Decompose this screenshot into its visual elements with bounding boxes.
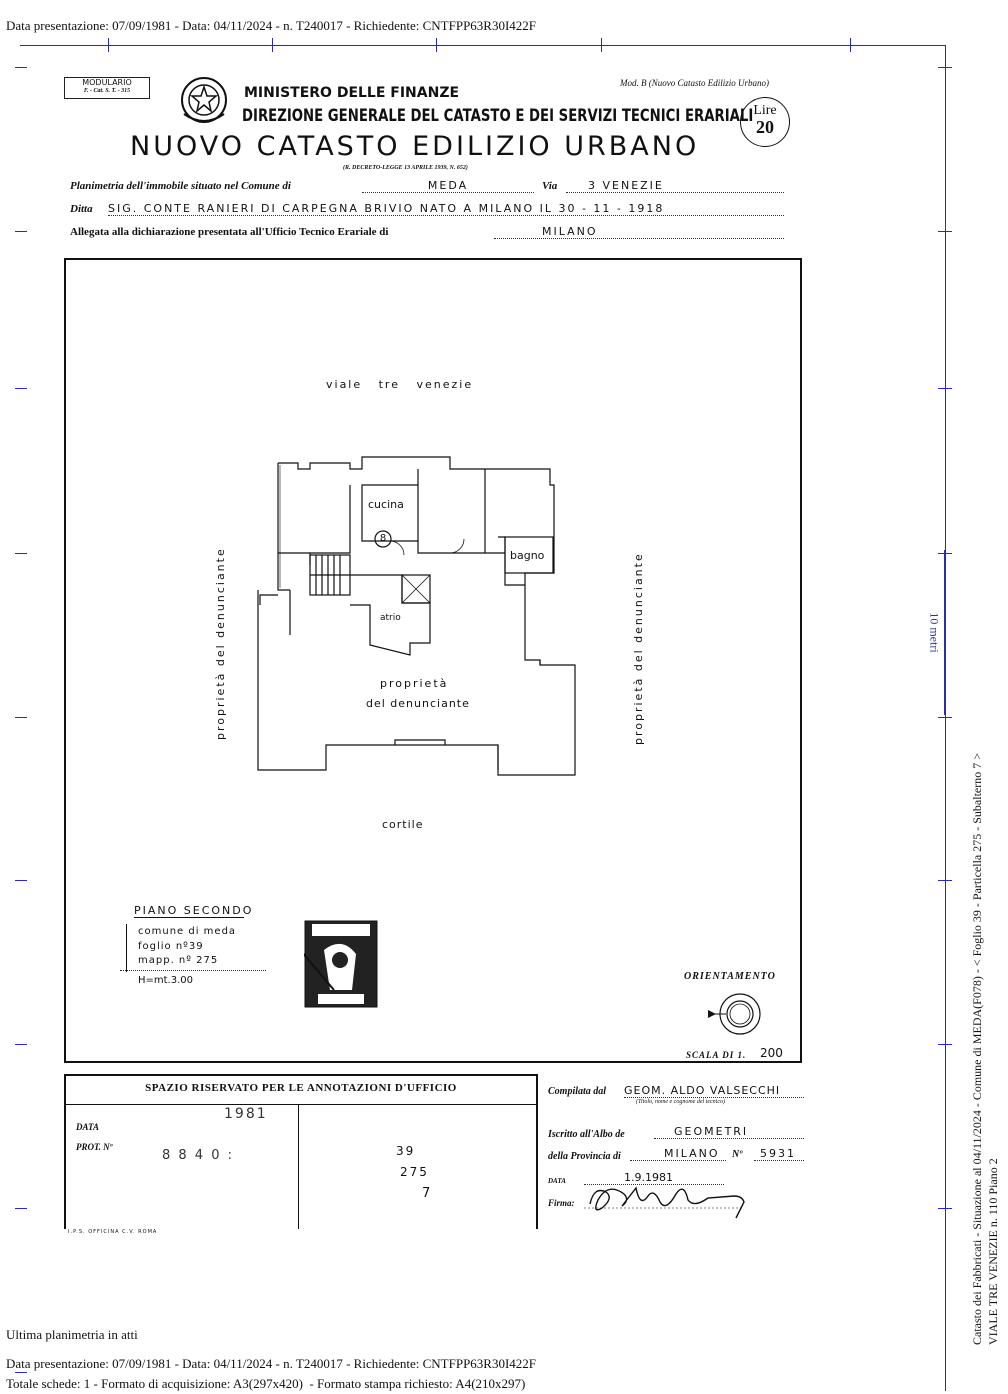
- scale-bar: [944, 550, 945, 715]
- lire-value: 20: [756, 117, 774, 137]
- side-text-2: VIALE TRE VENEZIE n. 110 Piano 2: [986, 1158, 1000, 1345]
- albo-value: GEOMETRI: [654, 1125, 804, 1139]
- sign-date-value: 1.9.1981: [584, 1171, 724, 1185]
- modulario-label: MODULARIO: [82, 78, 132, 87]
- compiled-value: GEOM. ALDO VALSECCHI: [624, 1084, 804, 1098]
- footer-line2: Totale schede: 1 - Formato di acquisizione: A3(297x420) - Formato stampa richiesto: A4(210x297): [6, 1376, 526, 1391]
- mod-reference: Mod. B (Nuovo Catasto Edilizio Urbano): [620, 78, 769, 88]
- footer-line1: Data presentazione: 07/09/1981 - Data: 04/11/2024 - n. T240017 - Richiedente: CNTFPP63R30I422F: [6, 1356, 537, 1371]
- center-property: proprietà: [380, 677, 449, 690]
- cartouche-rule: [126, 924, 127, 972]
- orientation-label: ORIENTAMENTO: [684, 971, 776, 982]
- office-title-rule: [64, 1104, 538, 1105]
- office-divider: [298, 1104, 299, 1229]
- printer-mark: I.P.S. OFFICINA C.V. ROMA: [68, 1229, 158, 1235]
- center-property-2: del denunciante: [366, 697, 470, 710]
- lire-label: Lire: [753, 103, 777, 118]
- scale-bar-label: 10 metri: [927, 612, 942, 653]
- north-arrow-icon: [706, 990, 766, 1040]
- courtyard-label: cortile: [382, 818, 424, 831]
- row1-via: 3 VENEZIE: [566, 179, 784, 193]
- lire-stamp: [740, 97, 790, 147]
- foglio-line: foglio nº39: [138, 941, 204, 952]
- province-label: della Provincia di: [548, 1151, 621, 1162]
- row2-label: Ditta: [70, 203, 93, 215]
- office-prot-value: 8 8 4 0 :: [162, 1148, 234, 1163]
- modulario-box: [64, 77, 150, 99]
- revenue-stamp-icon: [304, 920, 384, 1010]
- comune-line: comune di meda: [138, 926, 237, 937]
- left-property: proprietà del denunciante: [214, 547, 227, 740]
- row1-label: Planimetria dell'immobile situato nel Comune di: [70, 180, 291, 192]
- albo-label: Iscritto all'Albo de: [548, 1129, 625, 1140]
- office-title: SPAZIO RISERVATO PER LE ANNOTAZIONI D'UFFICIO: [145, 1082, 457, 1094]
- side-text-1: Catasto dei Fabbricati - Situazione al 04/11/2024 - Comune di MEDA(F078) - < Foglio 39 - Particella 275 - Subalterno 7 >: [970, 753, 984, 1345]
- office-prot-label: PROT. Nº: [76, 1142, 113, 1152]
- directorate-title: DIREZIONE GENERALE DEL CATASTO E DEI SERVIZI TECNICI ERARIALI: [242, 106, 754, 126]
- row1-comune: MEDA: [362, 179, 534, 193]
- row3-value: MILANO: [494, 225, 784, 239]
- number-label: Nº: [732, 1149, 743, 1160]
- signature-label: Firma:: [548, 1198, 575, 1208]
- mapp-line: mapp. nº 275: [138, 955, 219, 966]
- row3-label: Allegata alla dichiarazione presentata all'Ufficio Tecnico Erariale di: [70, 226, 389, 238]
- signature-icon: [584, 1178, 754, 1222]
- modulario-code: F. - Cat. S. T. - 315: [83, 88, 131, 94]
- height-line: H=mt.3.00: [138, 975, 194, 986]
- floor-label: PIANO SECONDO: [134, 904, 254, 917]
- room-kitchen: cucina: [368, 498, 404, 511]
- main-title: NUOVO CATASTO EDILIZIO URBANO: [130, 131, 700, 162]
- office-date-value: 1981: [224, 1106, 268, 1122]
- floor-plan-drawing: [250, 455, 590, 785]
- room-bathroom: bagno: [510, 549, 545, 562]
- decree-ref: (R. DECRETO-LEGGE 13 APRILE 1939, N. 652): [343, 165, 468, 171]
- sign-date-label: DATA: [548, 1177, 566, 1185]
- office-box: [64, 1074, 538, 1229]
- row1-via-label: Via: [542, 180, 558, 192]
- office-hand-3: 7: [422, 1186, 433, 1201]
- scale-value: 200: [760, 1046, 783, 1060]
- cartouche-underline: [120, 970, 266, 971]
- row2-value: SIG. CONTE RANIERI DI CARPEGNA BRIVIO NATO A MILANO IL 30 - 11 - 1918: [108, 202, 784, 216]
- number-value: 5931: [754, 1147, 804, 1161]
- office-hand-2: 275: [400, 1165, 429, 1179]
- unit-number: 8: [379, 533, 387, 544]
- office-date-label: DATA: [76, 1122, 100, 1132]
- compiled-label: Compilata dal: [548, 1086, 607, 1097]
- compiled-note: (Titolo, nome e cognome del tecnico): [636, 1099, 725, 1105]
- room-hall: atrio: [380, 613, 401, 623]
- ministry-title: MINISTERO DELLE FINANZE: [244, 85, 460, 101]
- republic-emblem-icon: [178, 74, 230, 126]
- right-property: proprietà del denunciante: [632, 552, 645, 745]
- street-label: viale tre venezie: [326, 378, 474, 391]
- office-hand-1: 39: [396, 1144, 416, 1158]
- header-line: Data presentazione: 07/09/1981 - Data: 04/11/2024 - n. T240017 - Richiedente: CNTFPP63R30I422F: [6, 18, 537, 33]
- footer-last: Ultima planimetria in atti: [6, 1327, 138, 1342]
- scale-label: SCALA DI 1.: [686, 1050, 747, 1060]
- province-value: MILANO: [630, 1147, 726, 1161]
